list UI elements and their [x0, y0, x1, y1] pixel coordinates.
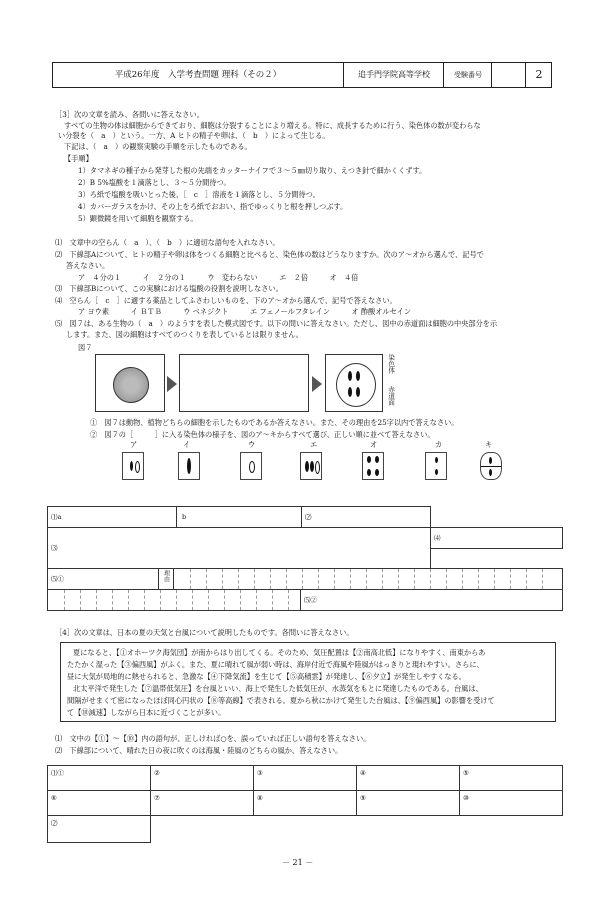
- grid-divider: [414, 569, 415, 589]
- grid-divider: [288, 590, 289, 610]
- chromosome-icon: [356, 387, 360, 397]
- chromosome-icon: [489, 469, 492, 476]
- q4-heading: ［4］次の文章は、日本の夏の天気と台風について説明したものです。各問いに答えなさい。: [55, 628, 354, 637]
- answer-cell-4[interactable]: [430, 527, 563, 549]
- answer4-label-8: ⑧: [257, 794, 263, 802]
- school-name-text: 追手門学院高等学校: [358, 70, 430, 79]
- grid-divider: [160, 590, 161, 610]
- grid-divider: [382, 569, 383, 589]
- procedure-step-2: 2）B 5%塩酸を１滴落とし、３～５分間待つ。: [78, 178, 231, 187]
- choice-label-a: ア: [130, 440, 138, 449]
- q4-passage-line-4: 北太平洋で発生した【⑦温帯低気圧】を台風といい、海上で発生した低気圧が、水蒸気をもとに発達したものである。台風は、: [73, 684, 483, 693]
- reason-grid-row-2[interactable]: [47, 589, 301, 611]
- grid-divider: [208, 590, 209, 610]
- grid-divider: [318, 569, 319, 589]
- procedure-step-5: 5）顕微鏡を用いて細胞を観察する。: [78, 214, 198, 223]
- exam-number-field[interactable]: [491, 63, 526, 87]
- grid-divider: [478, 569, 479, 589]
- nucleus-icon: [113, 367, 149, 403]
- grid-divider: [64, 590, 65, 610]
- q5-sub-1: ① 図７は動物、植物どちらの細胞を示したものであるか答えなさい。また、その理由を25字以内で答えなさい。: [90, 418, 459, 427]
- choice-label-o: オ: [370, 440, 378, 449]
- answer-label-4: ⑷: [434, 534, 441, 542]
- chromosome-icon: [356, 371, 360, 381]
- figure-7: [95, 354, 415, 414]
- answer4-label-6: ⑥: [51, 794, 57, 802]
- choice-label-e: エ: [310, 440, 318, 449]
- choice-u-cell: [240, 452, 262, 480]
- grid-divider: [430, 569, 431, 589]
- chromosome-icon: [367, 469, 371, 476]
- grid-divider: [494, 569, 495, 589]
- chromosome-icon: [489, 457, 492, 464]
- answer-cell-2[interactable]: [301, 506, 431, 528]
- answer4-cell-7[interactable]: [150, 790, 254, 816]
- answer-label-5-2: ⑸②: [304, 596, 317, 604]
- chromosome-icon: [187, 458, 191, 474]
- arrow-icon: [167, 376, 177, 392]
- choice-label-i: イ: [183, 440, 191, 449]
- grid-divider: [112, 590, 113, 610]
- answer-cell-5-1[interactable]: [47, 568, 159, 590]
- grid-divider: [270, 569, 271, 589]
- q3-paragraph-3: 下記は、（ a ）の観察実験の手順を示したものである。: [64, 142, 252, 151]
- grid-divider: [526, 569, 527, 589]
- answer-grid-q4: [47, 765, 563, 845]
- grid-divider: [80, 590, 81, 610]
- page-number: － 21 －: [282, 858, 314, 867]
- grid-divider: [350, 569, 351, 589]
- answer4-cell-3[interactable]: [253, 765, 357, 791]
- grid-divider: [224, 590, 225, 610]
- page-badge-text: 2: [535, 68, 543, 82]
- chromosome-icon: [249, 461, 255, 473]
- page-badge: [525, 63, 552, 87]
- q3-paragraph-1: すべての生物の体は細胞からできており、細胞は分裂することにより増える。特に、成長するために行う、染色体の数が変わらな: [64, 121, 481, 130]
- reason-label: 理由: [162, 570, 170, 582]
- q4-passage-line-3: 昼に大気が局地的に熱せられると、急激な【④下降気流】を生じて【⑤高積雲】が発達し、【⑥夕立】が発生しやすくなる。: [67, 672, 466, 681]
- answer4-label-3: ③: [257, 769, 263, 777]
- q3-question-4: ⑷ 空らん［ c ］に適する薬品としてふさわしいものを、下のア～オから選んで、記号で答えなさい。: [55, 296, 397, 305]
- grid-divider: [510, 569, 511, 589]
- exam-number-label: [443, 63, 492, 87]
- answer4-label-10: ⑩: [463, 794, 469, 802]
- choice-e-cell: [300, 452, 322, 480]
- answer-cell-5-2[interactable]: [300, 589, 563, 611]
- chromosome-icon: [348, 387, 352, 397]
- answer4-label-7: ⑦: [154, 794, 160, 802]
- choice-o-cell: [362, 452, 384, 480]
- q3-question-2: ⑵ 下線部Aについて、ヒトの精子や卵は体をつくる細胞と比べると、染色体の数はどうなりますか。次のア～オから選んで、記号で: [55, 250, 484, 259]
- q5-sub-2: ② 図７の［ ］に入る染色体の様子を、図のア～キからすべて選び、正しい順に並べて答えなさい。: [90, 430, 435, 439]
- grid-divider: [222, 569, 223, 589]
- answer4-cell-2[interactable]: [150, 765, 254, 791]
- answer4-label-4: ④: [360, 769, 366, 777]
- grid-divider: [144, 590, 145, 610]
- chromosome-icon: [375, 469, 379, 476]
- answer-cell-3[interactable]: [47, 527, 431, 569]
- q3-paragraph-2: い分裂を（ a ）という。一方、A ヒトの精子や卵は、（ b ）によって生じる。: [58, 131, 330, 140]
- choice-label-ka: カ: [435, 440, 443, 449]
- grid-divider: [334, 569, 335, 589]
- q4-question-1: ⑴ 文中の【①】～【⑩】内の語句が、正しければ○を、誤っていれば正しい語句を答えなさい。: [55, 734, 371, 743]
- chromosome-icon: [375, 456, 379, 463]
- chromosome-icon: [348, 371, 352, 381]
- grid-divider: [206, 569, 207, 589]
- answer4-label-1: ⑴①: [51, 769, 64, 777]
- chromosome-icon: [367, 456, 371, 463]
- q3-question-2-cont: 答えなさい。: [66, 261, 110, 270]
- q4-passage-line-5: 間隔がせまくて密になったほぼ同心円状の【⑧等高線】で表される。夏から秋にかけて発生した台風は、【⑨偏西風】の影響を受けて: [67, 696, 495, 705]
- choice-label-ki: キ: [485, 440, 493, 449]
- q4-passage-line-1: 夏になると、【①オホーツク海気団】が南からはり出してくる。そのため、気圧配置は【②南高北低】になりやすく、南東からあ: [73, 648, 486, 657]
- q3-question-3: ⑶ 下線部Bについて、この実験における塩酸の役割を説明しなさい。: [55, 284, 283, 293]
- procedure-step-3: 3）ろ紙で塩酸を吸いとった後、［ c ］溶液を１滴落とし、５分間待つ。: [78, 190, 320, 199]
- exam-title-text: 平成26年度 入学考査問題 理科（その２）: [114, 69, 282, 80]
- answer4-label-2: ②: [154, 769, 160, 777]
- grid-divider: [302, 569, 303, 589]
- chromosome-icon: [435, 469, 438, 475]
- chromosome-icon: [305, 461, 309, 472]
- answer-cell-1b[interactable]: [176, 506, 302, 528]
- q3-question-4-options: ア ヨウ素 イ ＢＴＢ ウ ベネジクト エ フェノールフタレイン オ 酢酸オルセイン: [78, 307, 412, 316]
- divider: [481, 466, 501, 467]
- exam-number-label-text: 受験番号: [454, 70, 482, 79]
- answer4-label-q2: ⑵: [51, 819, 58, 827]
- exam-header: [52, 62, 552, 88]
- q3-heading: ［3］次の文章を読み、各問いに答えなさい。: [55, 110, 204, 119]
- equator-label: 赤道面: [387, 386, 396, 406]
- choice-i-cell: [178, 452, 200, 480]
- q3-question-5: ⑸ 図７は、ある生物の（ a ）のようすを表した模式図です。以下の問いに答えなさい。ただし、図中の赤道面は細胞の中央部分を示: [55, 319, 498, 328]
- procedure-step-4: 4）カバーガラスをかけ、その上をろ紙でおおい、指でゆっくりと根を押しつぶす。: [78, 202, 348, 211]
- school-name: [343, 63, 444, 87]
- arrow-icon: [312, 376, 322, 392]
- grid-divider: [542, 569, 543, 589]
- grid-divider: [190, 569, 191, 589]
- choice-ki-cell: [480, 452, 502, 480]
- grid-divider: [96, 590, 97, 610]
- grid-divider: [240, 590, 241, 610]
- grid-divider: [286, 569, 287, 589]
- choice-ka-cell: [425, 452, 447, 480]
- choice-a-cell: [122, 452, 144, 480]
- answer4-label-5: ⑤: [463, 769, 469, 777]
- procedure-heading: 【手順】: [64, 154, 93, 163]
- grid-divider: [272, 590, 273, 610]
- chromosome-label: 染色体: [387, 354, 396, 374]
- grid-divider: [462, 569, 463, 589]
- answer4-cell-q2[interactable]: [47, 815, 151, 843]
- q3-question-2-options: ア ４分の１ イ ２分の１ ウ 変わらない エ ２倍 オ ４倍: [78, 273, 359, 282]
- figure-7-cell-metaphase: [325, 354, 383, 412]
- grid-divider: [128, 590, 129, 610]
- q4-passage-box: [60, 642, 556, 722]
- answer-cell-1a[interactable]: [47, 506, 177, 528]
- answer-label-3: ⑶: [51, 544, 58, 552]
- figure-7-label: 図７: [78, 343, 93, 352]
- grid-divider: [238, 569, 239, 589]
- q4-passage-line-2: たたかく湿った【③偏西風】がふく。また、夏に晴れて風が弱い時は、海岸付近で海風や陸風がはっきりと現れやすい。さらに、: [67, 660, 484, 669]
- q3-question-1: ⑴ 文章中の空らん（ a ）、（ b ）に適切な語句を入れなさい。: [55, 238, 280, 247]
- answer4-cell-10[interactable]: [459, 790, 563, 816]
- grid-divider: [254, 569, 255, 589]
- choice-label-u: ウ: [248, 440, 256, 449]
- procedure-step-1: 1）タマネギの種子から発芽した根の先端をカッターナイフで３～５㎜切り取り、えつき針で細かくくずす。: [78, 166, 427, 175]
- reason-grid-row-1[interactable]: [173, 568, 563, 590]
- answer-label-2: ⑵: [305, 513, 312, 521]
- exam-title: [53, 63, 343, 87]
- reason-label-cell: [158, 568, 174, 590]
- q3-question-5-cont: します。また、図の細胞はすべてのつくりを表しているとは限りません。: [66, 330, 303, 339]
- grid-divider: [176, 590, 177, 610]
- grid-divider: [446, 569, 447, 589]
- answer4-cell-6[interactable]: [47, 790, 151, 816]
- chromosome-icon: [435, 457, 438, 463]
- answer4-cell-5[interactable]: [459, 765, 563, 791]
- answer-label-5-1: ⑸①: [51, 575, 64, 583]
- answer4-cell-1[interactable]: [47, 765, 151, 791]
- spindle-icon: [336, 363, 376, 407]
- figure-7-cell-start: [95, 354, 165, 412]
- figure-7-blank-box: [179, 354, 309, 412]
- q4-question-2: ⑵ 下線部について、晴れた日の夜に吹くのは海風・陸風のどちらの風か、答えなさい。: [55, 746, 343, 755]
- answer4-label-9: ⑨: [360, 794, 366, 802]
- grid-divider: [366, 569, 367, 589]
- grid-divider: [256, 590, 257, 610]
- chromosome-icon: [130, 461, 133, 471]
- chromosome-icon: [135, 461, 140, 473]
- answer-label-1a: ⑴a: [51, 513, 62, 521]
- answer-label-1b: b: [182, 513, 187, 521]
- grid-divider: [398, 569, 399, 589]
- q4-passage-line-6: て【⑩減速】しながら日本に近づくことが多い。: [67, 708, 226, 717]
- answer4-cell-4[interactable]: [356, 765, 460, 791]
- choice-diagrams: [100, 440, 560, 490]
- chromosome-icon: [315, 461, 320, 474]
- answer-grid-q3: [47, 506, 563, 612]
- chromosome-icon: [310, 461, 314, 472]
- grid-divider: [192, 590, 193, 610]
- answer4-cell-9[interactable]: [356, 790, 460, 816]
- answer4-cell-8[interactable]: [253, 790, 357, 816]
